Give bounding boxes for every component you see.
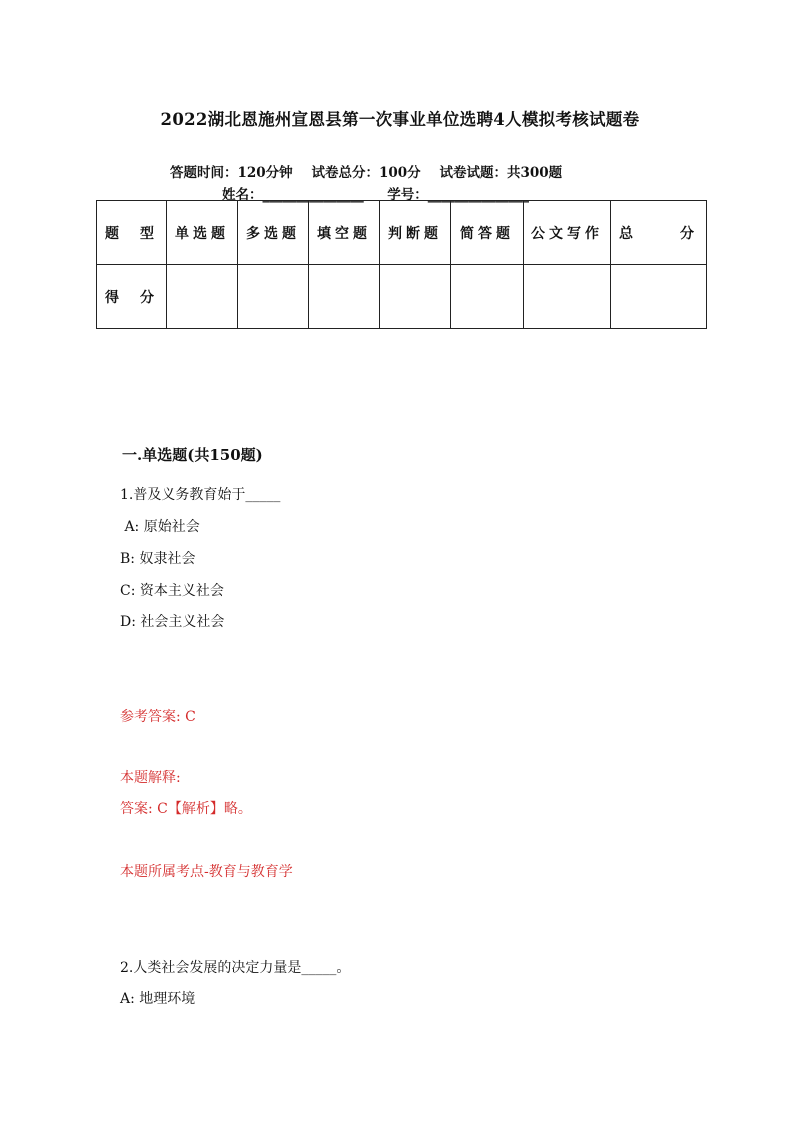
header-cell-total: 总 分 — [611, 201, 707, 265]
explanation-text: 答案: C【解析】略。 — [120, 801, 252, 817]
score-table-score-row — [97, 265, 707, 329]
question-stem: 2.人类社会发展的决定力量是_____。 — [120, 960, 351, 976]
explanation-label: 本题解释: — [120, 770, 181, 786]
option-a: A: 地理环境 — [120, 991, 196, 1007]
section-heading: 一.单选题(共150题) — [122, 446, 263, 464]
score-cell[interactable] — [238, 265, 309, 329]
header-cell-single-choice: 单选题 — [167, 201, 238, 265]
option-d: D: 社会主义社会 — [120, 614, 225, 630]
score-table-header-row — [97, 201, 707, 265]
header-cell-true-false: 判断题 — [380, 201, 451, 265]
score-cell[interactable] — [611, 265, 707, 329]
answer-line: 参考答案: C — [120, 709, 196, 725]
name-id-line: 姓名：_______________ 学号：_______________ — [222, 187, 529, 203]
score-cell[interactable] — [309, 265, 380, 329]
score-cell[interactable] — [524, 265, 611, 329]
score-cell[interactable] — [380, 265, 451, 329]
document-title: 2022湖北恩施州宣恩县第一次事业单位选聘4人模拟考核试题卷 — [160, 110, 640, 129]
score-table — [96, 200, 707, 329]
header-cell-short-answer: 简答题 — [451, 201, 524, 265]
header-cell-fill-blank: 填空题 — [309, 201, 380, 265]
topic-line: 本题所属考点-教育与教育学 — [120, 864, 293, 880]
header-cell-writing: 公文写作 — [524, 201, 611, 265]
exam-info-line: 答题时间：120分钟 试卷总分：100分 试卷试题：共300题 — [170, 165, 563, 181]
question-stem: 1.普及义务教育始于_____ — [120, 487, 281, 503]
option-c: C: 资本主义社会 — [120, 583, 224, 599]
score-cell[interactable] — [167, 265, 238, 329]
header-cell-type: 题 型 — [97, 201, 167, 265]
score-cell[interactable] — [451, 265, 524, 329]
header-cell-multi-choice: 多选题 — [238, 201, 309, 265]
score-row-label: 得 分 — [97, 265, 167, 329]
option-b: B: 奴隶社会 — [120, 551, 196, 567]
option-a: A: 原始社会 — [120, 519, 200, 535]
